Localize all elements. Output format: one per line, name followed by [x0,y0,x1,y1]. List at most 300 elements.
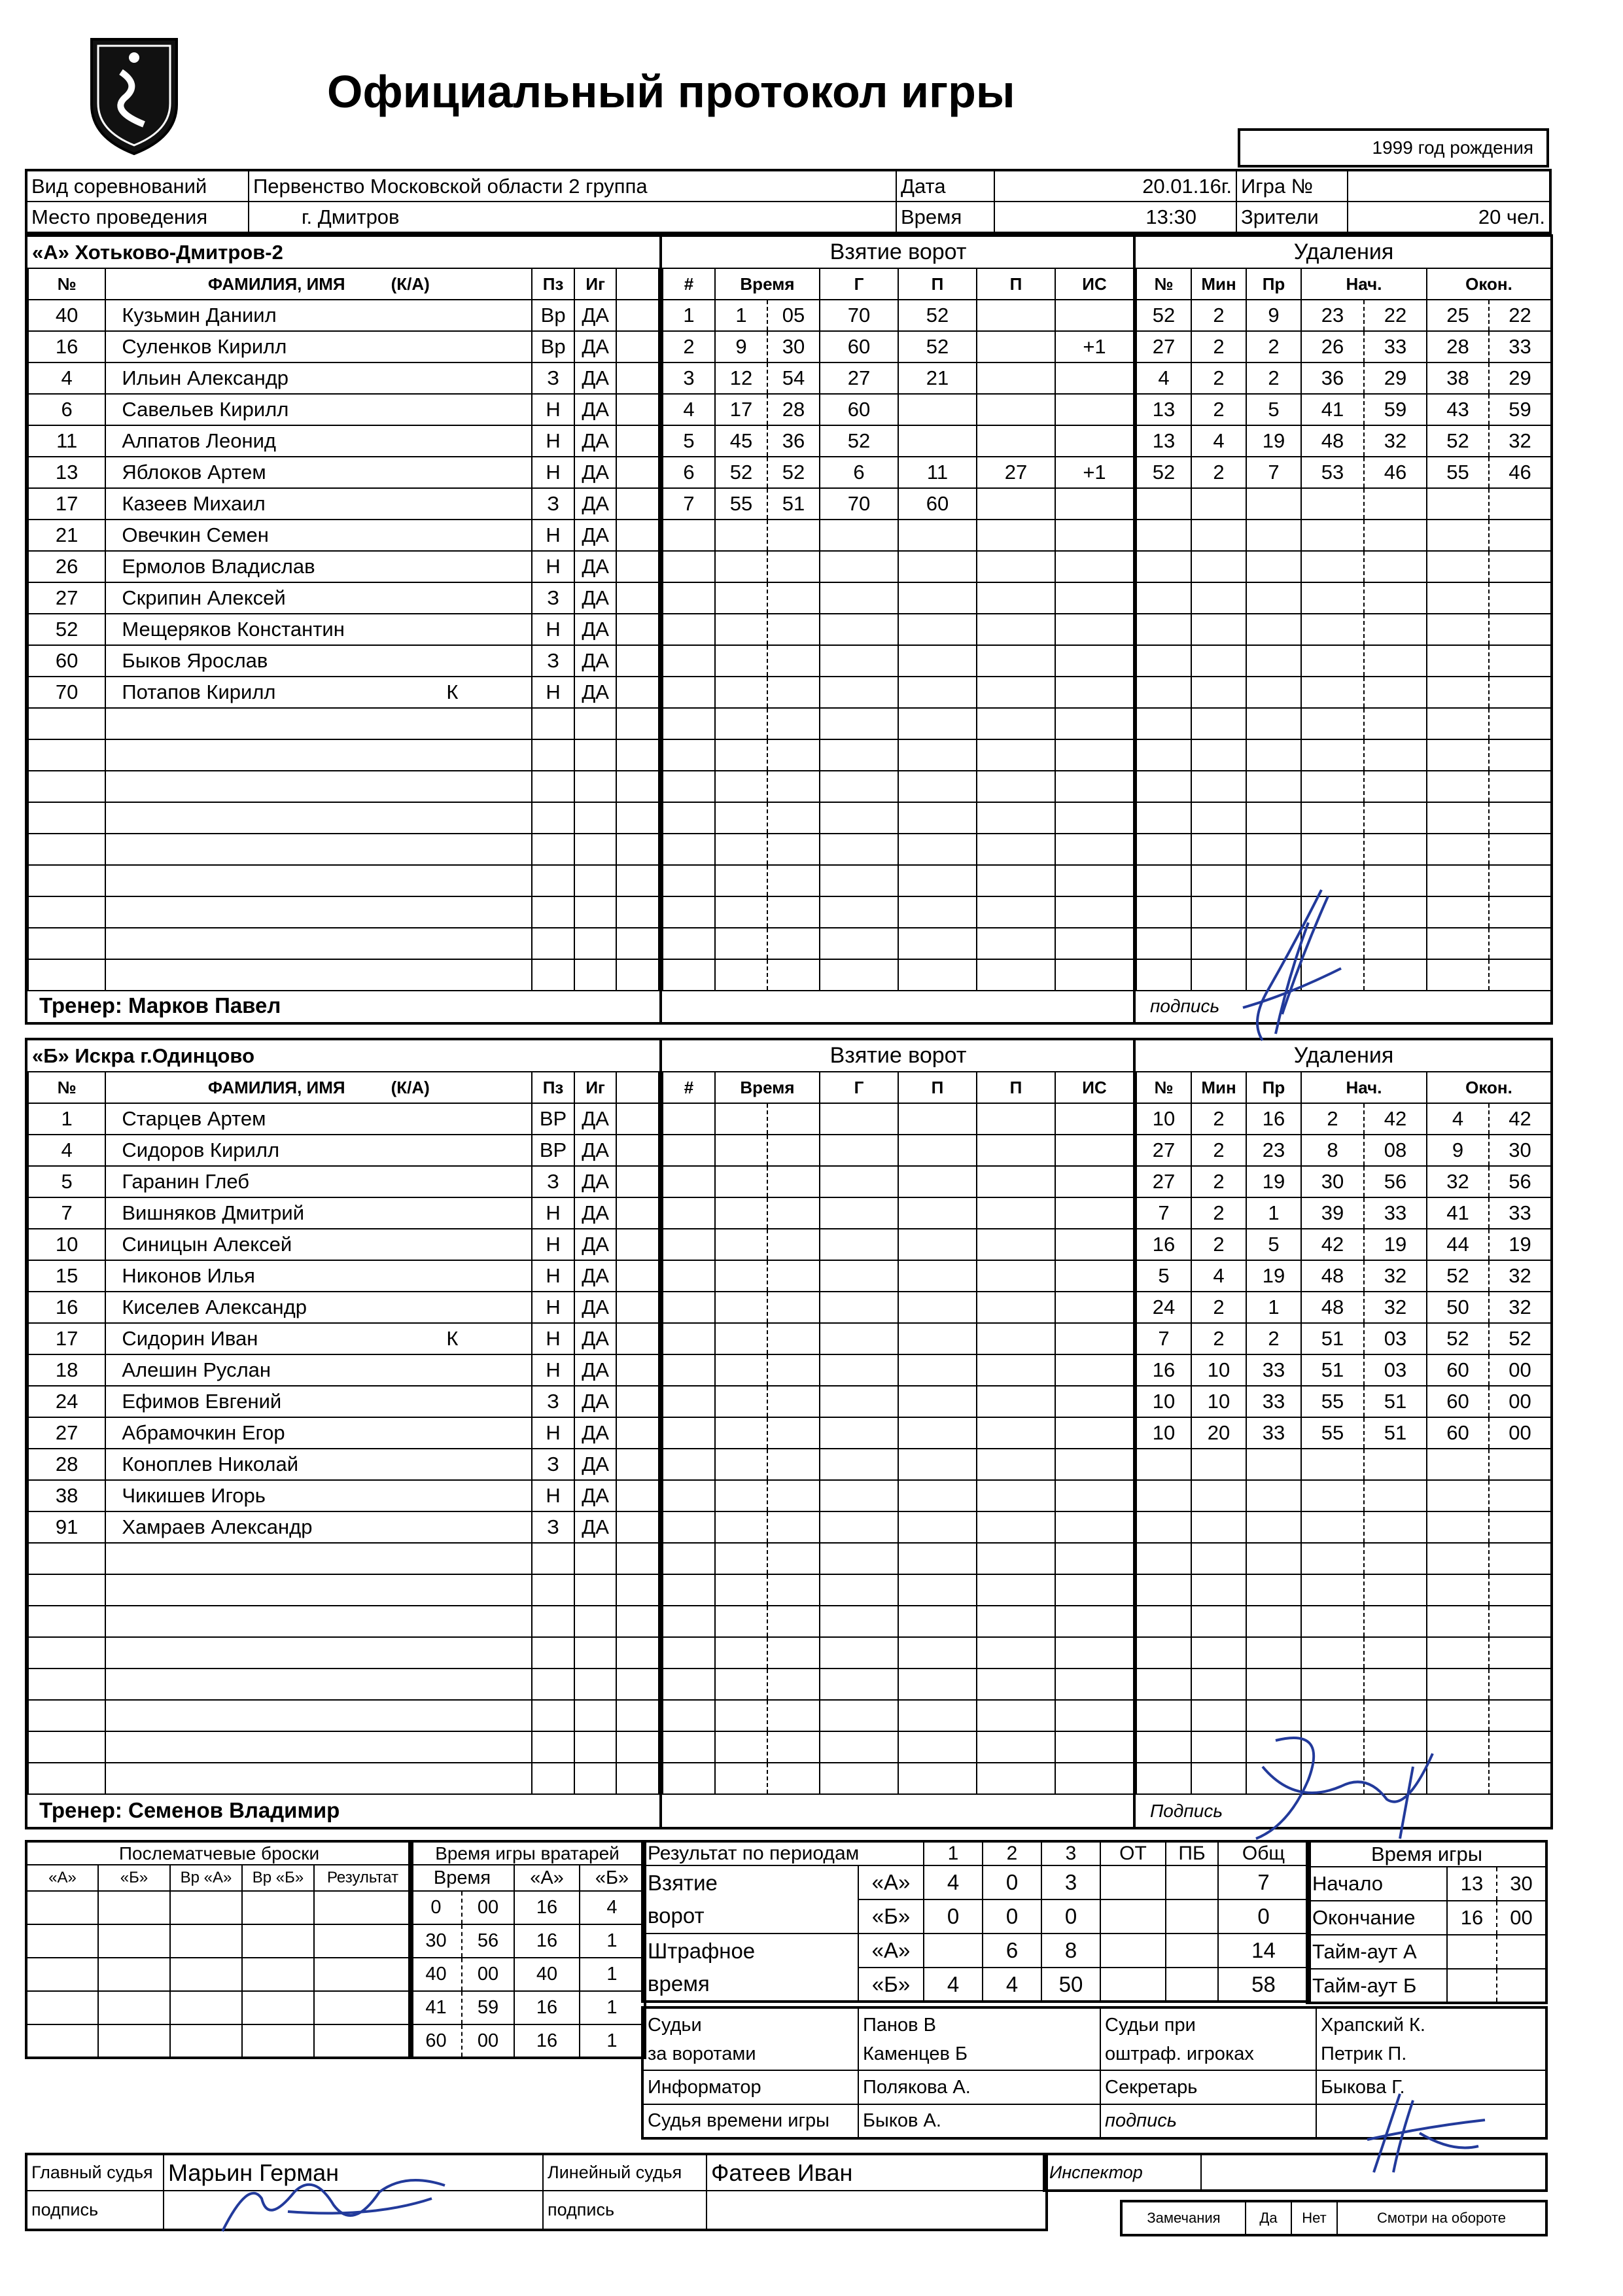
pen-label-1: Штрафное [648,1938,756,1963]
penalty-end-sec [1489,1449,1551,1480]
player-position [532,928,574,959]
goal-situation [1055,928,1134,959]
goal-minute [715,1480,767,1511]
gk-row [410,1891,645,1924]
player-row [28,771,659,802]
goal-minute: 9 [715,331,767,362]
period-total: Общ [1218,1841,1310,1865]
penalty-end-min [1427,834,1489,865]
place-label: Место проведения [26,202,249,233]
penalty-player: 7 [1136,1197,1191,1229]
player-number [28,928,105,959]
penalty-player [1136,677,1191,708]
goal-situation [1055,362,1134,394]
goal-situation [1055,865,1134,896]
goal-situation [1055,614,1134,645]
goal-row [663,1700,1134,1731]
player-playing [574,1669,617,1700]
player-position: З [532,488,574,520]
pen-a-ot [1100,1934,1166,1968]
player-name-cell [105,551,532,582]
penalty-end-min [1427,614,1489,645]
goal-scorer [820,708,898,739]
penalty-minutes: 4 [1191,425,1246,457]
goal-assist-1: 11 [898,457,977,488]
pen-b-ot [1100,1968,1166,2002]
col-goal-time: Время [715,1072,820,1103]
goal-minute [715,1511,767,1543]
player-name: Кузьмин Даниил [122,304,277,327]
player-number [28,1731,105,1763]
player-name: Ильин Александр [122,366,289,389]
gk-team-b: 1 [580,1924,645,1958]
informer-name: Полякова А. [858,2070,1100,2104]
goal-minute [715,582,767,614]
penalty-end-min: 38 [1427,362,1489,394]
player-position [532,708,574,739]
player-name-cell [105,331,532,362]
penalty-minutes: 10 [1191,1386,1246,1417]
player-position: Н [532,1229,574,1260]
goal-situation [1055,1606,1134,1637]
player-extra [616,1166,659,1197]
penalty-start-sec [1364,834,1427,865]
goal-assist-1 [898,520,977,551]
penalty-reason [1246,834,1301,865]
player-number [28,1606,105,1637]
goal-assist-1 [898,1417,977,1449]
periods-title: Результат по периодам [642,1841,924,1865]
gk-team-a: 16 [514,1991,580,2024]
end-hour: 16 [1447,1901,1497,1935]
goal-minute [715,1574,767,1606]
goal-assist-2 [977,1543,1055,1574]
penalty-player [1136,1731,1191,1763]
penalty-reason [1246,1669,1301,1700]
player-name: Сидорин Иван [122,1327,258,1350]
player-name-cell [105,1449,532,1480]
penalty-reason [1246,708,1301,739]
player-name: Суленков Кирилл [122,335,287,358]
goals-a-p3: 3 [1041,1865,1100,1899]
goal-number [663,1449,715,1480]
goal-assist-2 [977,1669,1055,1700]
goal-assist-1 [898,551,977,582]
penalty-player: 27 [1136,1166,1191,1197]
end-label: Окончание [1307,1901,1447,1935]
goal-row [663,959,1134,991]
goal-assist-1 [898,1229,977,1260]
shootout-cell [26,1924,98,1958]
goal-number [663,551,715,582]
team-a-goals-title: Взятие ворот [663,237,1134,268]
penalty-player: 13 [1136,394,1191,425]
col-goal-assist-2: П [977,268,1055,300]
goal-number [663,1480,715,1511]
penalty-start-min [1301,488,1364,520]
penalty-start-min [1301,1700,1364,1731]
player-extra [616,865,659,896]
player-position: Н [532,1260,574,1292]
penalty-minutes: 2 [1191,1135,1246,1166]
goal-situation [1055,677,1134,708]
player-row [28,1574,659,1606]
goal-number: 2 [663,331,715,362]
penalty-end-min [1427,1606,1489,1637]
penalty-player [1136,771,1191,802]
goal-assist-1 [898,1543,977,1574]
penalty-row [1136,1323,1551,1354]
goal-judges-label-2: за воротами [648,2043,756,2064]
penalty-start-sec [1364,739,1427,771]
player-playing: ДА [574,1480,617,1511]
penalty-reason: 19 [1246,425,1301,457]
goal-assist-1 [898,1135,977,1166]
goal-assist-1 [898,1103,977,1135]
goal-number [663,1574,715,1606]
goal-minute [715,1135,767,1166]
goal-second [767,708,820,739]
player-name: Алешин Руслан [122,1358,271,1381]
player-playing: ДА [574,1292,617,1323]
goal-scorer [820,865,898,896]
goal-number [663,1386,715,1417]
player-extra [616,457,659,488]
player-name: Овечкин Семен [122,523,269,546]
player-number: 26 [28,551,105,582]
goal-assist-1: 21 [898,362,977,394]
player-name: Абрамочкин Егор [122,1421,285,1444]
player-playing [574,802,617,834]
col-pen-reason: Пр [1246,268,1301,300]
shootout-cell [242,1958,314,1991]
col-pen-min: Мин [1191,1072,1246,1103]
goal-assist-1 [898,928,977,959]
penalty-row [1136,551,1551,582]
goal-scorer [820,614,898,645]
penalty-end-min [1427,1511,1489,1543]
goal-row [663,865,1134,896]
player-name: Синицын Алексей [122,1233,292,1256]
penalty-row [1136,1197,1551,1229]
player-position [532,865,574,896]
penalty-minutes: 2 [1191,362,1246,394]
goal-situation: +1 [1055,457,1134,488]
timeout-b-label: Тайм-аут Б [1307,1969,1447,2003]
penalty-reason: 2 [1246,331,1301,362]
informer-label: Информатор [642,2070,858,2104]
player-name-cell [105,425,532,457]
penalty-row [1136,1417,1551,1449]
goal-row [663,1669,1134,1700]
player-number: 91 [28,1511,105,1543]
shootout-cell [170,1958,242,1991]
goal-assist-1 [898,896,977,928]
penalty-start-sec: 33 [1364,331,1427,362]
goals-b-ot [1100,1899,1166,1934]
timekeeper-name: Быков А. [858,2104,1100,2138]
goal-row [663,1229,1134,1260]
team-b-sign-label: Подпись [1150,1801,1223,1821]
penalty-end-sec [1489,1480,1551,1511]
player-row [28,708,659,739]
penalty-minutes: 10 [1191,1354,1246,1386]
goal-number [663,1229,715,1260]
goal-scorer [820,1574,898,1606]
goal-assist-2 [977,1574,1055,1606]
timekeeper-label: Судья времени игры [642,2104,858,2138]
time-value: 13:30 [994,202,1236,233]
penalty-minutes [1191,1480,1246,1511]
col-pen-num: № [1136,1072,1191,1103]
goal-situation [1055,896,1134,928]
penalty-end-sec: 00 [1489,1417,1551,1449]
player-row [28,802,659,834]
referee-signature [209,2159,458,2244]
gk-col-time: Время [410,1865,514,1891]
goals-row-a-label: «А» [858,1865,924,1899]
goal-row [663,1166,1134,1197]
team-a-name: «А» Хотьково-Дмитров-2 [28,237,659,268]
player-name: Гаранин Глеб [122,1170,250,1193]
player-number [28,739,105,771]
player-name-cell [105,834,532,865]
team-a-goals [659,234,1136,1025]
col-ka-label: (К/А) [391,1077,430,1097]
penalty-end-sec [1489,1606,1551,1637]
goal-minute: 45 [715,425,767,457]
player-position: Н [532,677,574,708]
penalty-player [1136,802,1191,834]
remarks-label: Замечания [1121,2201,1246,2235]
goal-row [663,1574,1134,1606]
penalty-end-sec: 32 [1489,1292,1551,1323]
goal-assist-1 [898,865,977,896]
goal-assist-1 [898,1449,977,1480]
player-extra [616,1323,659,1354]
penalty-player [1136,1480,1191,1511]
penalty-start-min [1301,1511,1364,1543]
team-a-goals-table [662,237,1134,991]
penalty-end-sec [1489,959,1551,991]
goal-second: 05 [767,300,820,331]
goal-scorer [820,1763,898,1794]
penalty-judges-label-2: оштраф. игроках [1105,2043,1254,2064]
goal-minute [715,551,767,582]
penalty-reason: 1 [1246,1197,1301,1229]
goal-number [663,582,715,614]
penalty-end-min: 4 [1427,1103,1489,1135]
player-number: 27 [28,1417,105,1449]
goal-row [663,1480,1134,1511]
penalty-row [1136,1637,1551,1669]
secretary-sign-label: подпись [1100,2104,1316,2138]
pen-b-p2: 4 [983,1968,1041,2002]
penalty-reason: 33 [1246,1386,1301,1417]
goal-second [767,677,820,708]
penalty-row [1136,1292,1551,1323]
goal-assist-2 [977,1449,1055,1480]
goal-assist-1 [898,677,977,708]
player-row [28,1323,659,1354]
player-number [28,896,105,928]
referee-name: Марьин Герман [164,2154,543,2191]
penalty-player [1136,488,1191,520]
penalty-minutes: 2 [1191,1229,1246,1260]
penalty-start-min: 51 [1301,1323,1364,1354]
goal-minute [715,1417,767,1449]
penalty-row [1136,1260,1551,1292]
penalty-start-min: 53 [1301,457,1364,488]
penalty-row [1136,582,1551,614]
player-name-cell [105,614,532,645]
col-pz: Пз [532,1072,574,1103]
goal-assist-1 [898,1637,977,1669]
penalty-start-min: 2 [1301,1103,1364,1135]
goal-minute [715,1449,767,1480]
penalty-player [1136,1700,1191,1731]
team-a-roster [25,234,662,1025]
shootout-cell [170,2024,242,2058]
penalty-player: 5 [1136,1260,1191,1292]
goal-assist-2 [977,1386,1055,1417]
penalty-end-min: 43 [1427,394,1489,425]
player-row [28,425,659,457]
goal-second [767,1197,820,1229]
gk-minute: 0 [410,1891,462,1924]
penalty-player [1136,865,1191,896]
player-number: 4 [28,1135,105,1166]
goal-situation [1055,1197,1134,1229]
goal-scorer [820,1103,898,1135]
penalty-start-sec [1364,959,1427,991]
penalty-player: 52 [1136,300,1191,331]
penalty-start-sec: 32 [1364,425,1427,457]
player-extra [616,896,659,928]
goal-assist-1: 52 [898,300,977,331]
shootout-cell [314,1891,412,1924]
goal-number [663,1354,715,1386]
date-label: Дата [896,170,994,202]
spectators-label: Зрители [1236,202,1348,233]
player-extra [616,1449,659,1480]
page-title: Официальный протокол игры [327,66,1015,117]
penalty-reason [1246,1543,1301,1574]
goal-assist-1 [898,1480,977,1511]
player-position: ВР [532,1103,574,1135]
penalty-reason: 33 [1246,1354,1301,1386]
player-name: Савельев Кирилл [122,398,289,421]
period-ot: ОТ [1100,1841,1166,1865]
player-row [28,645,659,677]
goal-minute [715,1197,767,1229]
team-b-signature [1236,1727,1459,1845]
player-position [532,1731,574,1763]
player-playing: ДА [574,677,617,708]
goal-judges-label [642,2007,858,2070]
penalty-row [1136,1135,1551,1166]
player-extra [616,1543,659,1574]
penalty-end-sec [1489,1700,1551,1731]
player-number: 21 [28,520,105,551]
goal-assist-2 [977,300,1055,331]
penalty-player: 10 [1136,1103,1191,1135]
penalty-start-min [1301,1606,1364,1637]
penalty-minutes: 2 [1191,300,1246,331]
shootout-col: Вр «Б» [242,1865,314,1891]
col-goal-is: ИС [1055,268,1134,300]
penalty-start-sec: 51 [1364,1417,1427,1449]
player-playing: ДА [574,457,617,488]
goal-situation [1055,1386,1134,1417]
penalty-player: 16 [1136,1229,1191,1260]
goal-assist-2 [977,614,1055,645]
penalty-end-sec [1489,582,1551,614]
goal-row [663,1135,1134,1166]
goal-assist-1 [898,708,977,739]
penalty-minutes: 2 [1191,1103,1246,1135]
penalty-player [1136,928,1191,959]
player-number: 10 [28,1229,105,1260]
penalty-end-min [1427,1543,1489,1574]
penalty-end-sec: 00 [1489,1354,1551,1386]
player-row [28,1103,659,1135]
penalty-row [1136,1543,1551,1574]
penalty-minutes: 2 [1191,1197,1246,1229]
player-playing [574,1700,617,1731]
goal-number: 3 [663,362,715,394]
goal-number [663,896,715,928]
penalty-start-min: 23 [1301,300,1364,331]
player-position: Н [532,394,574,425]
goal-minute: 52 [715,457,767,488]
penalty-row [1136,425,1551,457]
penalty-player: 13 [1136,425,1191,457]
penalty-end-sec: 30 [1489,1135,1551,1166]
gk-col-a: «А» [514,1865,580,1891]
penalty-start-sec [1364,1574,1427,1606]
penalty-reason [1246,488,1301,520]
goal-assist-1 [898,1260,977,1292]
penalty-player [1136,1511,1191,1543]
goal-minute [715,614,767,645]
goal-situation [1055,1511,1134,1543]
goal-number: 4 [663,394,715,425]
player-extra [616,1731,659,1763]
player-number: 52 [28,614,105,645]
penalty-start-sec: 19 [1364,1229,1427,1260]
linesman-sign-label: подпись [543,2191,707,2230]
goal-situation [1055,645,1134,677]
goal-assist-1 [898,582,977,614]
penalty-reason [1246,1511,1301,1543]
goal-assist-2 [977,645,1055,677]
player-extra [616,362,659,394]
penalty-reason [1246,677,1301,708]
player-name-cell [105,394,532,425]
penalty-minutes [1191,582,1246,614]
inspector-label: Инспектор [1044,2154,1201,2191]
goal-row [663,1260,1134,1292]
penalty-minutes [1191,614,1246,645]
goal-number: 6 [663,457,715,488]
player-playing [574,896,617,928]
penalty-player [1136,582,1191,614]
player-extra [616,1763,659,1794]
shootout-cell [242,1991,314,2024]
shootout-cell [314,2024,412,2058]
shootout-cell [242,1924,314,1958]
